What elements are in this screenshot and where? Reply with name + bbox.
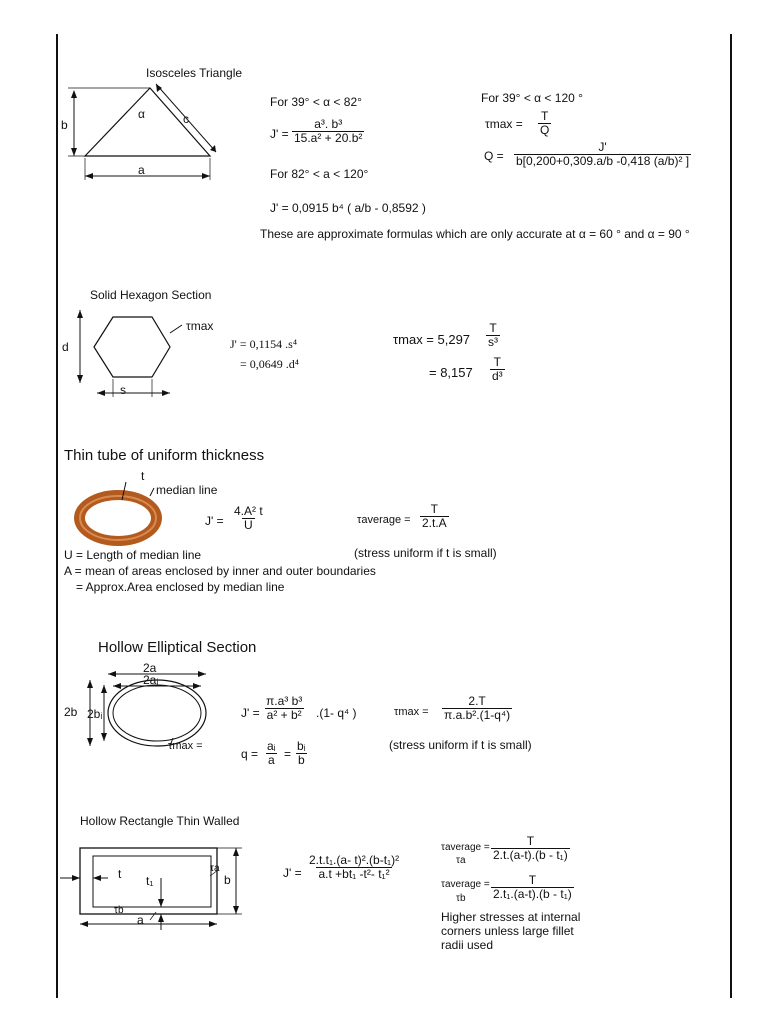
triangle-j1-den: 15.a² + 20.b²: [294, 130, 363, 145]
hexagon-tau-den-2: d³: [492, 368, 503, 383]
tube-tau-fraction: [420, 503, 449, 529]
triangle-tau-lhs: τmax =: [485, 117, 523, 131]
tube-j-lhs: J' =: [205, 514, 224, 528]
triangle-j1-lhs: J' =: [270, 127, 289, 141]
rect-label-t1: t₁: [146, 874, 154, 888]
ellipse-q-fraction-2: [295, 740, 308, 766]
ellipse-j-den: a² + b²: [266, 707, 302, 722]
ellipse-title: Hollow Elliptical Section: [98, 639, 257, 656]
tube-tau-lhs: τaverage =: [357, 514, 411, 526]
triangle-q-num: J': [598, 140, 607, 154]
tube-tau-num: T: [430, 502, 439, 516]
tube-diagram: [70, 470, 180, 550]
rect-label-b: b: [224, 873, 231, 887]
rect-title: Hollow Rectangle Thin Walled: [80, 814, 240, 828]
tube-j-num: 4.A² t: [234, 504, 263, 518]
rect-label-tau-a: τa: [210, 863, 220, 874]
triangle-j1-num: a³. b³: [314, 117, 343, 131]
triangle-condition-1: For 39° < α < 82°: [270, 95, 362, 109]
rect-j-lhs: J' =: [283, 866, 302, 880]
hexagon-label-d: d: [62, 340, 69, 354]
ellipse-stress-note: (stress uniform if t is small): [389, 738, 532, 752]
ellipse-q-num-2: bᵢ: [297, 739, 306, 753]
rect-tau-a-fraction: [491, 835, 570, 861]
ellipse-q-den-2: b: [297, 752, 305, 767]
ellipse-q-lhs: q =: [241, 747, 259, 761]
triangle-j1-fraction: [292, 118, 364, 144]
triangle-tau-fraction: [538, 110, 551, 136]
triangle-q-lhs: Q =: [484, 149, 504, 163]
triangle-q-fraction: [514, 141, 691, 167]
triangle-j2: J' = 0,0915 b⁴ ( a/b - 0,8592 ): [270, 201, 426, 215]
tube-label-t: t: [141, 469, 145, 483]
tube-def-a: A = mean of areas enclosed by inner and outer boundaries: [64, 564, 376, 578]
rect-note-1: Higher stresses at internal: [441, 910, 581, 924]
tube-def-u: U = Length of median line: [64, 548, 202, 562]
ellipse-q-fraction-1: [265, 740, 278, 766]
rect-tau-a-lhs-2: τa: [456, 855, 466, 866]
right-margin-line: [730, 34, 732, 998]
rect-tau-b-lhs-2: τb: [456, 893, 466, 904]
triangle-tau-den: Q: [540, 122, 550, 137]
ellipse-label-tau: τmax =: [168, 740, 203, 752]
hexagon-title: Solid Hexagon Section: [90, 288, 212, 302]
triangle-label-a: a: [138, 163, 145, 177]
hexagon-tau-line1: τmax = 5,297: [393, 332, 471, 347]
ellipse-label-2b: 2b: [64, 705, 78, 719]
tube-stress-note: (stress uniform if t is small): [354, 546, 497, 560]
triangle-diagram: [60, 80, 230, 190]
ellipse-q-equals: =: [284, 747, 292, 761]
rect-tau-b-num: T: [528, 873, 537, 887]
ellipse-j-lhs: J' =: [241, 706, 260, 720]
triangle-label-alpha: α: [138, 107, 145, 121]
hexagon-tau-fraction-2: [490, 356, 505, 382]
ellipse-tau-num: 2.T: [468, 694, 486, 708]
rect-tau-a-num: T: [526, 834, 535, 848]
hexagon-label-s: s: [120, 383, 126, 397]
ellipse-j-num: π.a³ b³: [266, 694, 303, 708]
ellipse-q-den-1: a: [267, 752, 275, 767]
ellipse-tau-den: π.a.b².(1-q⁴): [444, 707, 511, 722]
rect-note-2: corners unless large fillet: [441, 924, 574, 938]
hexagon-tau-num-1: T: [489, 321, 497, 335]
rect-diagram: [60, 840, 250, 930]
left-margin-line: [56, 34, 58, 998]
rect-j-num: 2.t.t₁.(a- t)².(b-t₁)²: [309, 853, 400, 867]
ellipse-label-2ai: 2aᵢ: [143, 673, 159, 687]
tube-label-median: median line: [156, 483, 218, 497]
triangle-tau-num: T: [541, 109, 549, 123]
hexagon-tau-num-2: T: [493, 355, 501, 369]
rect-tau-b-den: 2.t₁.(a-t).(b - t₁): [493, 886, 572, 901]
rect-label-a: a: [137, 913, 144, 927]
hexagon-tau-line2: = 8,157: [429, 365, 473, 380]
triangle-label-c: c: [183, 112, 189, 126]
triangle-title: Isosceles Triangle: [146, 66, 243, 80]
rect-label-tau-b: τb: [114, 905, 124, 916]
ellipse-tau-lhs: τmax =: [394, 706, 429, 718]
hexagon-j-line2: = 0,0649 .d⁴: [240, 357, 299, 371]
tube-tau-den: 2.t.A: [422, 515, 447, 530]
triangle-label-b: b: [61, 118, 68, 132]
triangle-note: These are approximate formulas which are only accurate at α = 60 ° and α = 90 °: [260, 227, 690, 241]
ellipse-tau-fraction: [442, 695, 512, 721]
hexagon-label-tau: τmax: [186, 319, 214, 333]
ellipse-j-tail: .(1- q⁴ ): [316, 706, 357, 720]
ellipse-q-num-1: aᵢ: [267, 739, 276, 753]
hexagon-tau-fraction-1: [486, 322, 500, 348]
triangle-condition-3: For 39° < α < 120 °: [481, 91, 583, 105]
ellipse-label-2a: 2a: [143, 661, 157, 675]
rect-tau-b-lhs-1: τaverage =: [441, 879, 490, 890]
hexagon-tau-den-1: s³: [488, 334, 498, 349]
ellipse-label-2bi: 2bᵢ: [87, 707, 103, 721]
rect-j-fraction: [307, 854, 401, 880]
rect-note-3: radii used: [441, 938, 494, 952]
tube-def-a2: = Approx.Area enclosed by median line: [76, 580, 285, 594]
rect-tau-a-den: 2.t.(a-t).(b - t₁): [493, 847, 568, 862]
tube-j-fraction: [232, 505, 265, 531]
triangle-condition-2: For 82° < a < 120°: [270, 167, 369, 181]
ellipse-j-fraction: [264, 695, 304, 721]
tube-title: Thin tube of uniform thickness: [64, 447, 265, 464]
tube-j-den: U: [244, 517, 253, 532]
rect-j-den: a.t +bt₁ -t²- t₁²: [318, 866, 390, 881]
rect-label-t: t: [118, 867, 122, 881]
rect-tau-b-fraction: [491, 874, 574, 900]
triangle-q-den: b[0,200+0,309.a/b -0,418 (a/b)² ]: [516, 153, 690, 168]
hexagon-j-line1: J' = 0,1154 .s⁴: [230, 337, 298, 351]
rect-tau-a-lhs-1: τaverage =: [441, 842, 490, 853]
